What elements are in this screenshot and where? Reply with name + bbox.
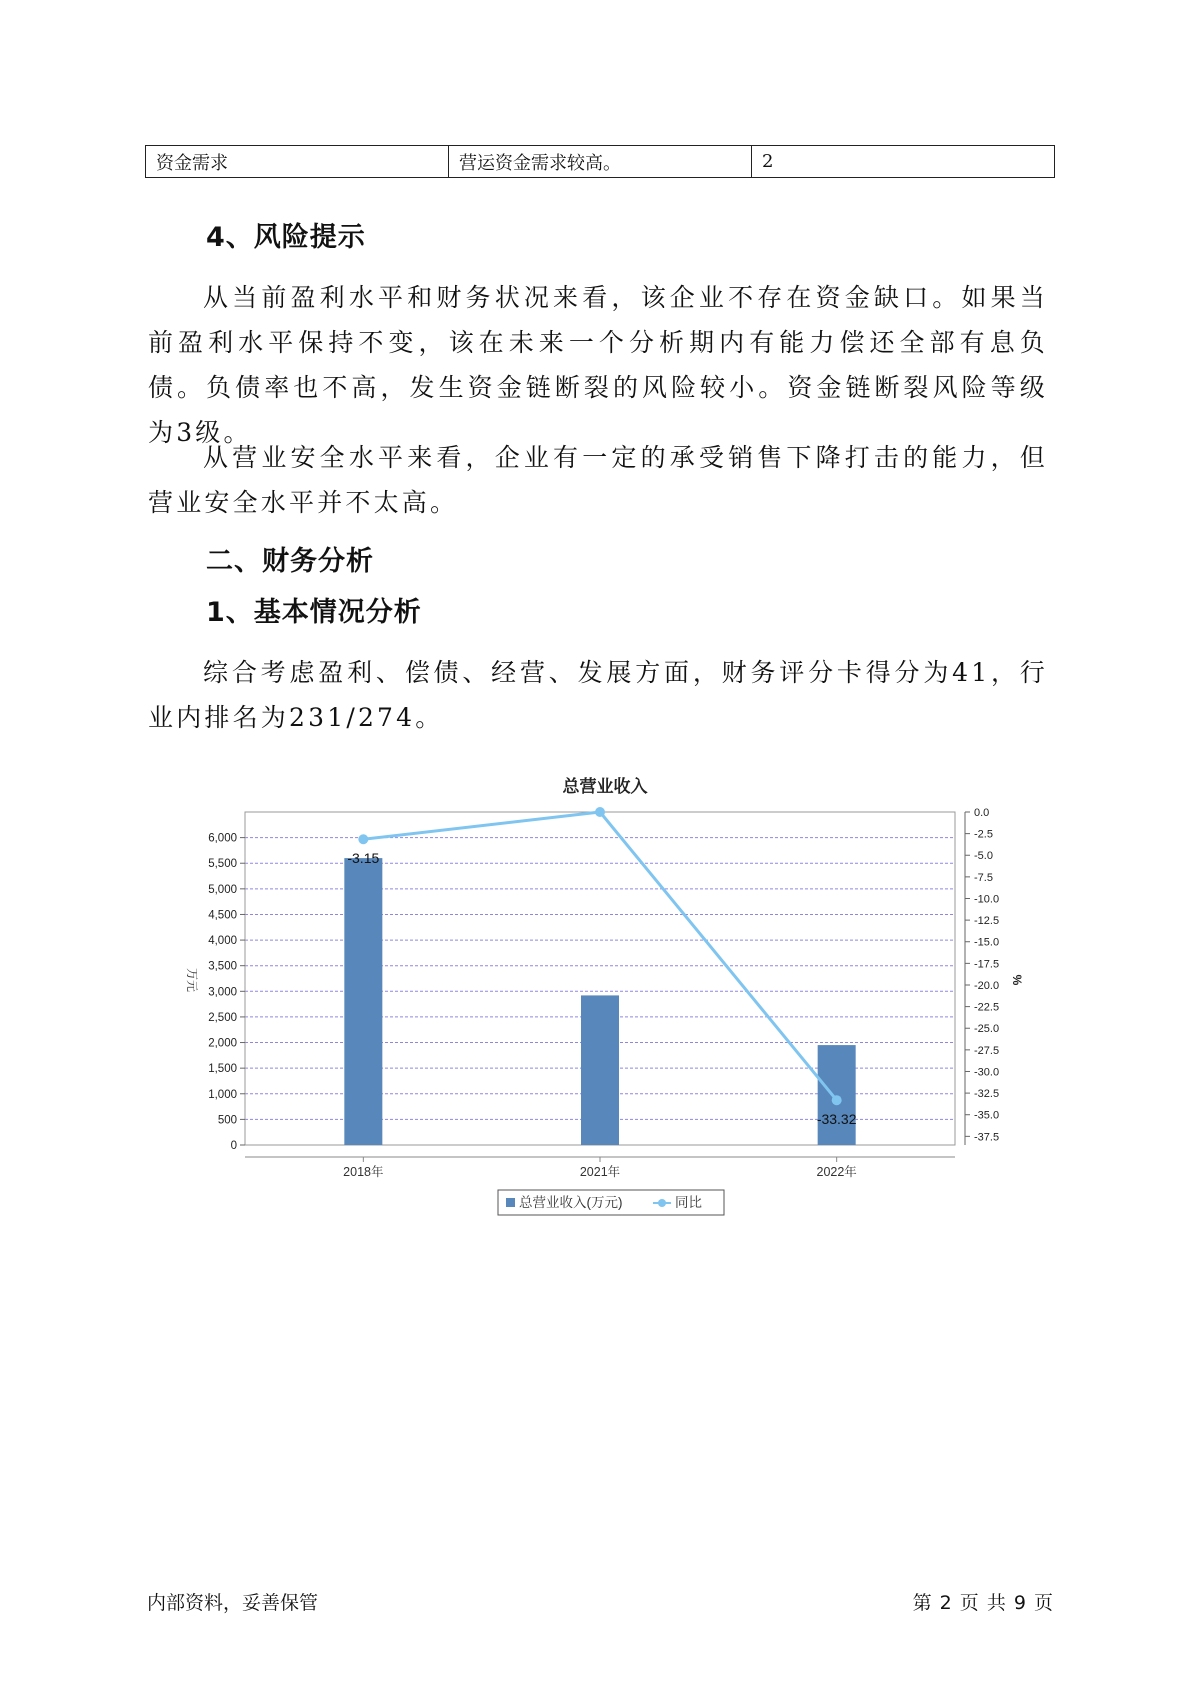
risk-paragraph-1: 从当前盈利水平和财务状况来看，该企业不存在资金缺口。如果当前盈利水平保持不变，该在未来一个分析期内有能力偿还全部有息负债。负债率也不高，发生资金链断裂的风险较小。资金链断裂风险等级为3级。: [148, 283, 1048, 447]
y-tick-label: 3,000: [208, 986, 237, 999]
data-label: -33.32: [816, 1111, 857, 1128]
y2-tick-label: 0.0: [974, 807, 990, 819]
y-tick-label: 3,500: [208, 960, 237, 973]
x-tick-label: 2022年: [816, 1165, 857, 1179]
risk-heading: 4、风险提示: [206, 222, 366, 253]
risk-paragraph-2: 从营业安全水平来看，企业有一定的承受销售下降打击的能力，但营业安全水平并不太高。: [148, 443, 1048, 517]
y2-axis-title: %: [1010, 974, 1024, 986]
y2-tick-label: -2.5: [974, 828, 993, 841]
table-cell-item: 资金需求: [146, 146, 449, 178]
yoy-point: [358, 834, 368, 844]
y-tick-label: 0: [230, 1140, 237, 1152]
y-tick-label: 4,000: [208, 935, 237, 948]
requirements-table: [145, 145, 1055, 178]
y-tick-label: 6,000: [208, 832, 237, 845]
y2-tick-label: -25.0: [974, 1023, 1000, 1036]
x-tick-label: 2021年: [579, 1165, 621, 1179]
y2-tick-label: -37.5: [974, 1131, 1000, 1144]
y-tick-label: 2,500: [208, 1011, 237, 1024]
data-label: -3.15: [347, 850, 380, 867]
bar: [344, 858, 382, 1145]
footer-page-number: 第 2 页 共 9 页: [912, 1592, 1054, 1614]
legend-bar-label: 总营业收入(万元): [519, 1195, 623, 1210]
revenue-chart: [160, 760, 1040, 1220]
y-tick-label: 500: [217, 1114, 237, 1127]
y2-tick-label: -35.0: [974, 1109, 1000, 1122]
y2-tick-label: -30.0: [974, 1066, 1000, 1079]
finance-heading: 二、财务分析: [206, 546, 374, 577]
yoy-point: [832, 1095, 842, 1105]
table-row: [146, 146, 1055, 178]
bar: [818, 1045, 856, 1145]
chart-title: 总营业收入: [562, 777, 648, 796]
y-axis-title: 万元: [185, 967, 199, 993]
y-tick-label: 1,500: [208, 1063, 237, 1076]
y-tick-label: 1,000: [208, 1088, 237, 1101]
y2-tick-label: -27.5: [974, 1044, 1000, 1057]
legend-line-label: 同比: [675, 1195, 702, 1210]
y2-tick-label: -32.5: [974, 1088, 1000, 1101]
yoy-point: [595, 807, 605, 817]
y-tick-label: 2,000: [208, 1037, 237, 1050]
y-tick-label: 5,500: [208, 858, 237, 871]
y2-tick-label: -22.5: [974, 1001, 1000, 1014]
basic-analysis-paragraph: 综合考虑盈利、偿债、经营、发展方面，财务评分卡得分为41，行业内排名为231/274。: [148, 658, 1048, 732]
y2-tick-label: -7.5: [974, 871, 993, 884]
bar: [581, 995, 619, 1145]
y-tick-label: 4,500: [208, 909, 237, 922]
y2-tick-label: -5.0: [974, 850, 993, 863]
y2-tick-label: -20.0: [974, 979, 1000, 992]
table-cell-description: 营运资金需求较高。: [449, 146, 752, 178]
table-cell-level: 2: [752, 146, 1055, 178]
y2-tick-label: -12.5: [974, 915, 1000, 928]
legend-line-marker: [658, 1199, 666, 1207]
basic-analysis-heading: 1、基本情况分析: [206, 597, 422, 628]
y-tick-label: 5,000: [208, 883, 237, 896]
y2-tick-label: -10.0: [974, 893, 1000, 906]
legend-bar-swatch: [506, 1198, 515, 1207]
x-tick-label: 2018年: [343, 1165, 384, 1179]
y2-tick-label: -15.0: [974, 936, 1000, 949]
footer-confidential: 内部资料，妥善保管: [147, 1592, 319, 1614]
y2-tick-label: -17.5: [974, 958, 1000, 971]
